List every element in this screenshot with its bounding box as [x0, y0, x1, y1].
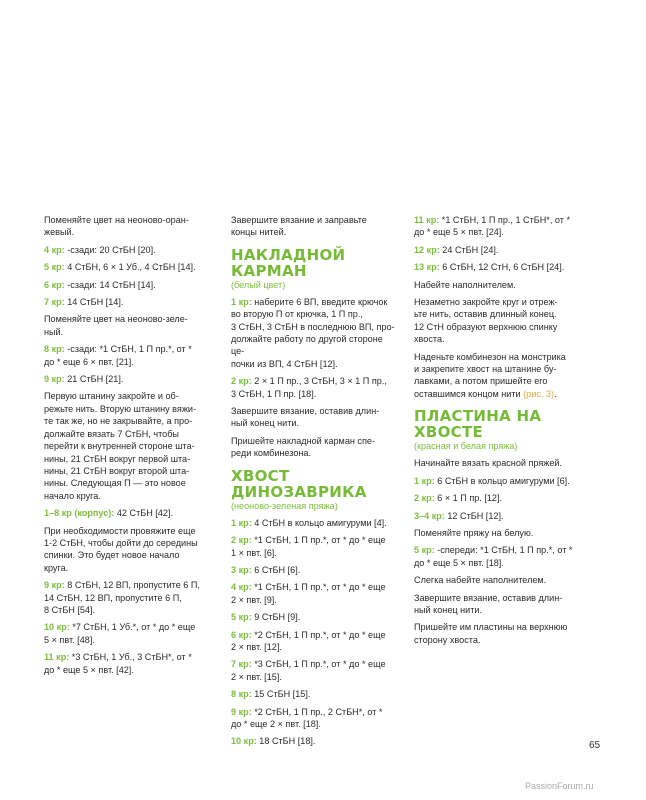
instruction-paragraph — [231, 517, 397, 529]
row-text: 6 × 1 П пр. [12]. — [434, 493, 503, 504]
row-text: Слегка набейте наполнителем. — [414, 575, 547, 586]
tail-continued-instructions — [414, 214, 582, 400]
instruction-paragraph — [231, 405, 397, 430]
row-label: 9 кр: — [44, 580, 65, 591]
row-text: *1 СтБН, 1 П пр.*, от * до * еще 2 × пвт. [9]. — [231, 582, 386, 605]
instruction-paragraph — [44, 313, 216, 338]
row-label: 6 кр: — [44, 279, 65, 290]
row-text: Пришейте им пластины на верхнюю сторону хвоста. — [414, 622, 568, 645]
row-text: наберите 6 ВП, введите крючок во вторую П от крючка, 1 П пр., 3 СтБН, 3 СтБН в последнюю ВП, про- должайте работу по другой стороне це- почки из ВП, 4 СтБН [12]. — [231, 296, 395, 369]
instruction-paragraph — [231, 564, 397, 576]
instruction-paragraph — [231, 706, 397, 731]
instruction-paragraph — [44, 343, 216, 368]
row-text: *2 СтБН, 1 П пр.*, от * до * еще 2 × пвт. [12]. — [231, 629, 386, 652]
section-subtitle-plate: (красная и белая пряжа) — [414, 441, 518, 452]
instruction-paragraph — [44, 244, 216, 256]
row-label: 5 кр: — [231, 612, 252, 623]
instruction-paragraph — [414, 527, 582, 539]
instruction-paragraph — [414, 244, 582, 256]
finish-note: Завершите вязание и заправьте концы нитей. — [231, 215, 367, 238]
row-label: 5 кр: — [414, 545, 435, 556]
instruction-paragraph — [231, 581, 397, 606]
instruction-paragraph — [44, 296, 216, 308]
row-text: -сзади: 14 СтБН [14]. — [64, 279, 156, 290]
row-label: 3 кр: — [231, 564, 252, 575]
instruction-paragraph — [44, 525, 216, 575]
row-text: *2 СтБН, 1 П пр., 2 СтБН*, от * до * еще 2 × пвт. [18]. — [231, 706, 383, 729]
row-label: 8 кр: — [44, 344, 65, 355]
row-text: -сзади: *1 СтБН, 1 П пр.*, от * до * еще 6 × пвт. [21]. — [44, 344, 192, 367]
site-watermark: PassionForum.ru — [525, 781, 594, 791]
row-label: 7 кр: — [231, 659, 252, 670]
row-text: -сзади: 20 СтБН [20]. — [64, 244, 156, 255]
instruction-paragraph — [231, 629, 397, 654]
row-label: 7 кр: — [44, 297, 65, 308]
instruction-paragraph — [44, 261, 216, 273]
row-text: Завершите вязание, оставив длин- ный конец нити. — [231, 406, 380, 429]
row-label: 2 кр: — [414, 493, 435, 504]
row-text: 8 СтБН, 12 ВП, пропустите 6 П, 14 СтБН, 12 ВП, пропустите 6 П, 8 СтБН [54]. — [44, 580, 200, 615]
instruction-paragraph — [44, 279, 216, 291]
row-text: *1 СтБН, 1 П пр.*, от * до * еще 1 × пвт. [6]. — [231, 535, 386, 558]
instruction-paragraph — [231, 611, 397, 623]
instruction-paragraph — [414, 510, 582, 522]
instruction-paragraph — [414, 475, 582, 487]
instruction-paragraph — [414, 296, 582, 346]
row-label: 11 кр: — [44, 652, 70, 663]
row-text: Поменяйте пряжу на белую. — [414, 527, 534, 538]
row-text: Начинайте вязать красной пряжей. — [414, 458, 563, 469]
instruction-paragraph — [414, 544, 582, 569]
row-text: -спереди: *1 СтБН, 1 П пр.*, от * до * еще 5 × пвт. [18]. — [414, 545, 573, 568]
row-label: 4 кр: — [231, 582, 252, 593]
row-text: *3 СтБН, 1 П пр.*, от * до * еще 2 × пвт. [15]. — [231, 659, 386, 682]
instruction-paragraph — [44, 390, 216, 502]
instruction-paragraph — [44, 579, 216, 616]
row-text: 6 СтБН, 12 СтН, 6 СтБН [24]. — [439, 262, 565, 273]
row-label: 9 кр: — [44, 374, 65, 385]
row-text: *1 СтБН, 1 П пр., 1 СтБН*, от * до * еще 5 × пвт. [24]. — [414, 215, 570, 238]
instruction-paragraph — [414, 351, 582, 401]
pocket-instructions — [231, 296, 397, 460]
row-label: 1 кр: — [231, 517, 252, 528]
row-label: 5 кр: — [44, 262, 65, 273]
row-label: 3–4 кр: — [414, 510, 445, 521]
row-label: 6 кр: — [231, 629, 252, 640]
page-number: 65 — [589, 740, 601, 751]
row-text: 24 СтБН [24]. — [439, 244, 499, 255]
row-label: 1–8 кр (корпус): — [44, 508, 115, 519]
section-title-pocket: НАКЛАДНОЙ КАРМАН — [231, 245, 346, 280]
instruction-paragraph — [44, 621, 216, 646]
instruction-paragraph — [414, 261, 582, 273]
instruction-paragraph — [231, 658, 397, 683]
section-title-plate: ПЛАСТИНА НА ХВОСТЕ — [414, 407, 542, 442]
row-text: 4 СтБН, 6 × 1 Уб., 4 СтБН [14]. — [64, 262, 196, 273]
row-label: 2 кр: — [231, 376, 252, 387]
plate-instructions — [414, 457, 582, 646]
instruction-paragraph — [414, 492, 582, 504]
row-text: Завершите вязание, оставив длин- ный конец нити. — [414, 592, 563, 615]
row-text: 12 СтБН [12]. — [444, 510, 504, 521]
row-text: Поменяйте цвет на неоново-зеле- ный. — [44, 314, 188, 337]
instruction-paragraph — [231, 296, 397, 370]
row-label: 4 кр: — [44, 244, 65, 255]
row-text: 21 СтБН [21]. — [64, 374, 124, 385]
instruction-paragraph — [414, 457, 582, 469]
instruction-paragraph — [231, 375, 397, 400]
column-middle — [231, 214, 397, 753]
column-left — [44, 214, 216, 681]
row-text: Незаметно закройте круг и отреж- ьте нить, оставив длинный конец. 12 СтН образуют верхнюю спинку хвоста. — [414, 297, 558, 345]
row-text: 4 СтБН в кольцо амигуруми [4]. — [251, 517, 387, 528]
row-text: *7 СтБН, 1 Уб.*, от * до * еще 5 × пвт. [48]. — [44, 622, 196, 645]
row-label: 1 кр: — [414, 475, 435, 486]
row-label: 2 кр: — [231, 535, 252, 546]
section-subtitle-tail: (неоново-зеленая пряжа) — [231, 500, 338, 511]
row-label: 13 кр: — [414, 262, 440, 273]
row-text: 14 СтБН [14]. — [64, 297, 124, 308]
row-text: 42 СтБН [42]. — [114, 508, 174, 519]
section-title-tail: ХВОСТ ДИНОЗАВРИКА — [231, 466, 367, 501]
row-text: 6 СтБН в кольцо амигуруми [6]. — [434, 475, 570, 486]
row-label: 12 кр: — [414, 244, 440, 255]
row-text: 9 СтБН [9]. — [251, 612, 301, 623]
row-text-end: . — [554, 388, 557, 399]
row-text: При необходимости провяжите еще 1-2 СтБН, чтобы дойти до середины спинки. Это будет новое начало круга. — [44, 525, 198, 573]
section-subtitle-pocket: (белый цвет) — [231, 279, 286, 290]
instruction-paragraph — [44, 373, 216, 385]
instruction-paragraph — [44, 507, 216, 519]
row-label: 10 кр: — [231, 736, 257, 747]
instruction-paragraph — [414, 574, 582, 586]
instruction-list — [44, 214, 216, 676]
row-text: Наденьте комбинезон на монстрика и закрепите хвост на штанине бу- лавками, а потом пришейте его оставшимся концом нити — [414, 351, 566, 399]
instruction-paragraph — [44, 651, 216, 676]
row-label: 8 кр: — [231, 689, 252, 700]
row-text: Поменяйте цвет на неоново-оран- жевый. — [44, 215, 189, 238]
row-text: 6 СтБН [6]. — [251, 564, 301, 575]
instruction-paragraph — [231, 735, 397, 747]
tail-instructions — [231, 517, 397, 748]
row-label: 1 кр: — [231, 296, 252, 307]
instruction-paragraph — [231, 688, 397, 700]
instruction-paragraph — [414, 214, 582, 239]
instruction-paragraph — [414, 279, 582, 291]
column-right — [414, 214, 582, 651]
row-text: *3 СтБН, 1 Уб., 3 СтБН*, от * до * еще 5 × пвт. [42]. — [44, 652, 192, 675]
row-label: 9 кр: — [231, 706, 252, 717]
row-label: 10 кр: — [44, 622, 70, 633]
row-text: 18 СтБН [18]. — [256, 736, 316, 747]
instruction-paragraph — [414, 621, 582, 646]
row-text: Набейте наполнителем. — [414, 279, 516, 290]
instruction-paragraph — [231, 435, 397, 460]
instruction-paragraph — [414, 592, 582, 617]
instruction-paragraph — [44, 214, 216, 239]
figure-reference: (рис. 3) — [523, 388, 555, 399]
instruction-paragraph — [231, 534, 397, 559]
row-label: 11 кр: — [414, 215, 440, 225]
row-text: 15 СтБН [15]. — [251, 689, 311, 700]
row-text: Первую штанину закройте и об- режьте нить. Вторую штанину вяжи- те так же, но не закрывайте, а про- должайте вязать 7 СтБН, чтобы перейти к внутренней стороне шта- нины, 21 СтБН вокруг первой шта- нины, 21 СтБН вокруг второй шта- нины. Следующая П — это новое начало круга. — [44, 391, 197, 501]
row-text: 2 × 1 П пр., 3 СтБН, 3 × 1 П пр., 3 СтБН, 1 П пр. [18]. — [231, 376, 387, 399]
row-text: Пришейте накладной карман спе- реди комбинезона. — [231, 435, 375, 459]
